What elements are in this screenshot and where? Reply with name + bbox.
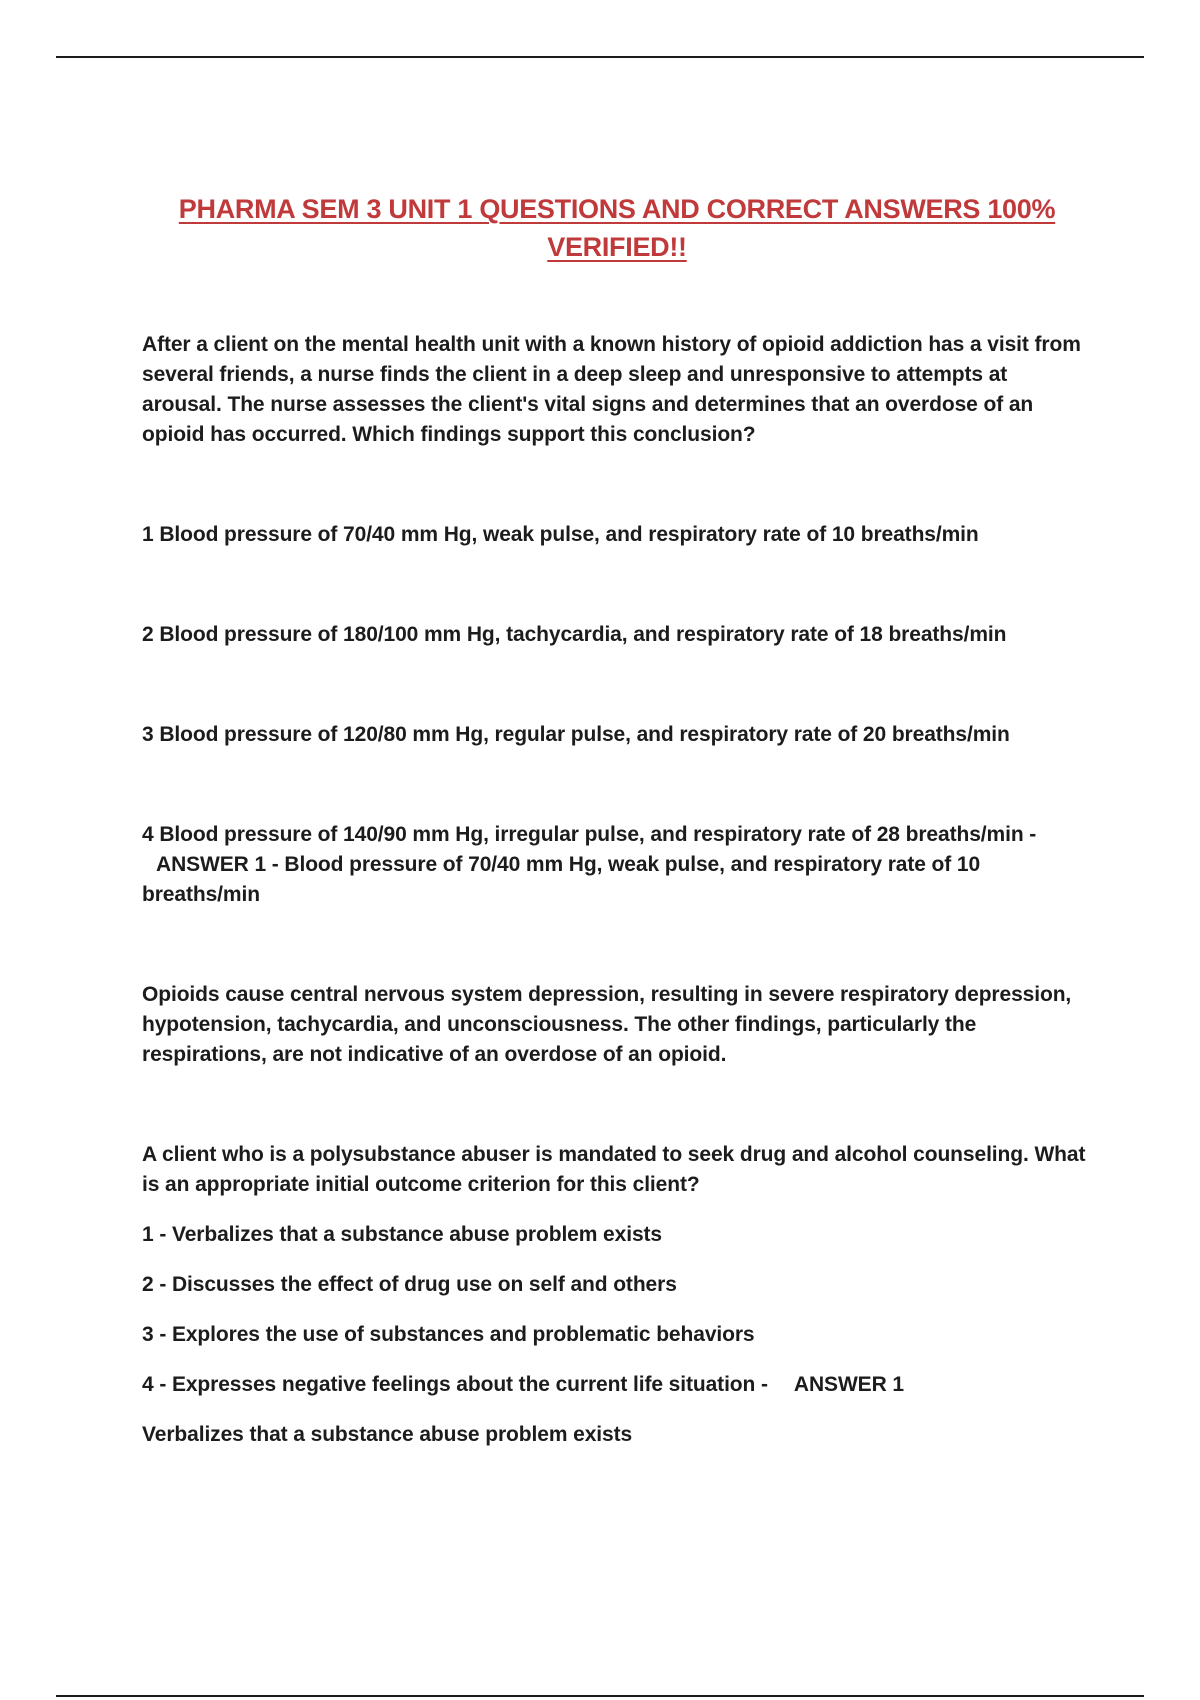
top-rule <box>56 56 1144 58</box>
question-2-answer-label: ANSWER 1 <box>793 1373 904 1396</box>
question-2-option-1: 1 - Verbalizes that a substance abuse problem exists <box>142 1223 663 1246</box>
question-2-option-2: 2 - Discusses the effect of drug use on self and others <box>142 1273 677 1296</box>
question-1-option-3: 3 Blood pressure of 120/80 mm Hg, regular pulse, and respiratory rate of 20 breaths/min <box>142 723 1010 746</box>
question-1-option-4: 4 Blood pressure of 140/90 mm Hg, irregular pulse, and respiratory rate of 28 breaths/min - <box>142 823 1037 846</box>
question-1-stem: After a client on the mental health unit with a known history of opioid addiction has a visit from several friends, a nurse finds the client in a deep sleep and unresponsive to attempts at arousal. The nurse assesses the client's vital signs and determines that an overdose of an opioid has occurred. Which findings support this conclusion? <box>142 333 1081 446</box>
question-1-option-4-with-answer <box>142 820 1092 910</box>
question-1-option-2: 2 Blood pressure of 180/100 mm Hg, tachycardia, and respiratory rate of 18 breaths/min <box>142 623 1007 646</box>
document-title: PHARMA SEM 3 UNIT 1 QUESTIONS AND CORRECT ANSWERS 100% VERIFIED!! <box>178 194 1056 262</box>
question-2-option-4: 4 - Expresses negative feelings about the current life situation - <box>142 1373 768 1396</box>
question-1-option-1: 1 Blood pressure of 70/40 mm Hg, weak pulse, and respiratory rate of 10 breaths/min <box>142 523 979 546</box>
question-2-stem: A client who is a polysubstance abuser is mandated to seek drug and alcohol counseling. What is an appropriate initial outcome criterion for this client? <box>142 1143 1086 1196</box>
bottom-rule <box>56 1695 1144 1697</box>
document-body <box>142 190 1092 1450</box>
question-2-option-4-with-answer <box>142 1370 1092 1400</box>
question-2-answer-text: Verbalizes that a substance abuse problem exists <box>142 1423 633 1446</box>
question-1-answer: ANSWER 1 - Blood pressure of 70/40 mm Hg, weak pulse, and respiratory rate of 10 breaths/min <box>142 853 981 906</box>
question-2-option-3: 3 - Explores the use of substances and problematic behaviors <box>142 1323 755 1346</box>
question-1-explanation: Opioids cause central nervous system depression, resulting in severe respiratory depression, hypotension, tachycardia, and unconsciousness. The other findings, particularly the respirations, are not indicative of an overdose of an opioid. <box>142 983 1072 1066</box>
